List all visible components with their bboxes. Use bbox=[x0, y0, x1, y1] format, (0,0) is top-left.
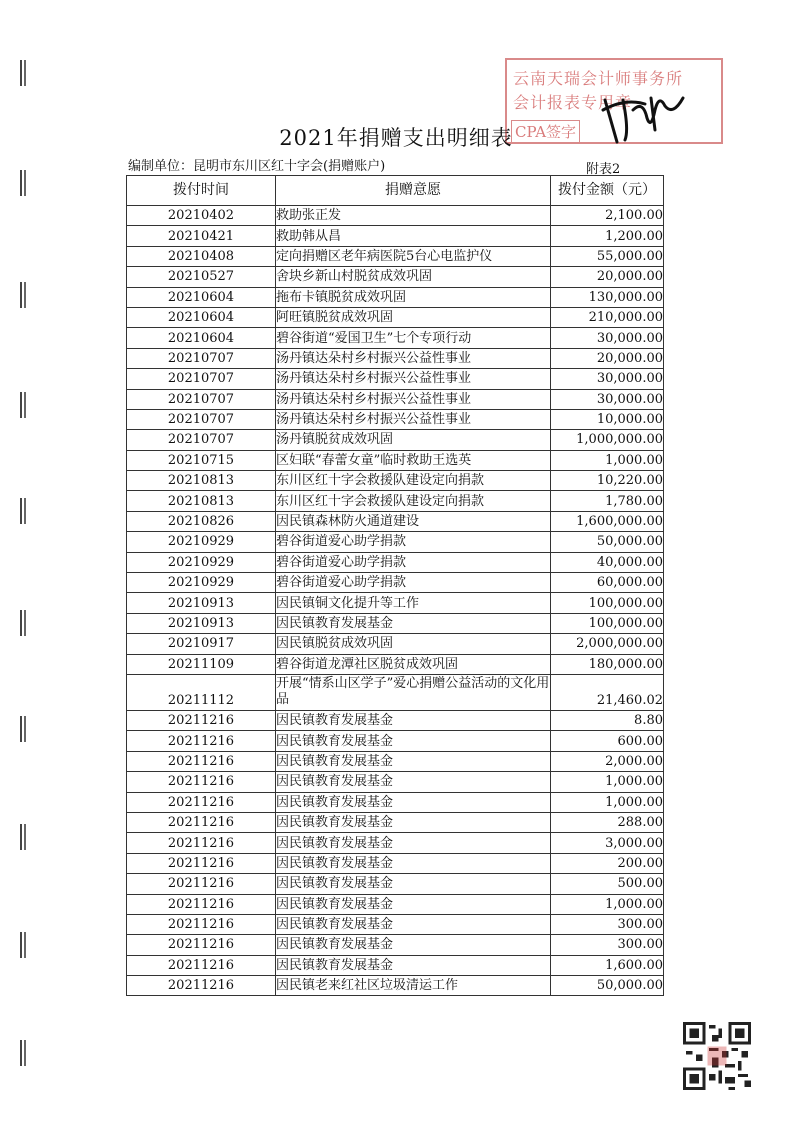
table-row bbox=[127, 955, 664, 975]
row-purpose: 因民镇教育发展基金 bbox=[276, 894, 551, 914]
table-row bbox=[127, 206, 664, 226]
row-amount: 1,000.00 bbox=[551, 772, 664, 792]
row-amount: 30,000.00 bbox=[551, 369, 664, 389]
row-amount: 21,460.02 bbox=[551, 674, 664, 710]
row-purpose: 定向捐赠区老年病医院5台心电监护仪 bbox=[276, 246, 551, 266]
row-date: 20210929 bbox=[127, 552, 276, 572]
table-row bbox=[127, 634, 664, 654]
row-purpose: 汤丹镇达朵村乡村振兴公益性事业 bbox=[276, 409, 551, 429]
row-amount: 2,000,000.00 bbox=[551, 634, 664, 654]
row-amount: 1,000,000.00 bbox=[551, 430, 664, 450]
table-row bbox=[127, 511, 664, 531]
binder-mark bbox=[20, 932, 26, 958]
row-purpose: 因民镇铜文化提升等工作 bbox=[276, 593, 551, 613]
stamp-line-2: 会计报表专用章 bbox=[513, 93, 633, 112]
row-purpose: 区妇联“春蕾女童”临时救助王选英 bbox=[276, 450, 551, 470]
table-row bbox=[127, 267, 664, 287]
row-date: 20211216 bbox=[127, 853, 276, 873]
table-row bbox=[127, 532, 664, 552]
binder-mark bbox=[20, 610, 26, 636]
row-date: 20210913 bbox=[127, 613, 276, 633]
row-purpose: 因民镇教育发展基金 bbox=[276, 874, 551, 894]
row-purpose: 救助韩从昌 bbox=[276, 226, 551, 246]
row-purpose: 因民镇教育发展基金 bbox=[276, 833, 551, 853]
row-amount: 50,000.00 bbox=[551, 532, 664, 552]
row-date: 20210707 bbox=[127, 348, 276, 368]
row-amount: 20,000.00 bbox=[551, 267, 664, 287]
stamp-line-3: CPA签字 bbox=[511, 120, 580, 143]
row-date: 20210402 bbox=[127, 206, 276, 226]
table-row bbox=[127, 552, 664, 572]
row-date: 20211216 bbox=[127, 751, 276, 771]
row-purpose: 东川区红十字会救援队建设定向捐款 bbox=[276, 491, 551, 511]
table-row bbox=[127, 226, 664, 246]
row-purpose: 开展“情系山区学子”爱心捐赠公益活动的文化用品 bbox=[276, 674, 551, 710]
table-row bbox=[127, 935, 664, 955]
row-amount: 50,000.00 bbox=[551, 976, 664, 996]
row-purpose: 因民镇老来红社区垃圾清运工作 bbox=[276, 976, 551, 996]
row-date: 20210604 bbox=[127, 287, 276, 307]
table-row bbox=[127, 674, 664, 710]
row-purpose: 因民镇教育发展基金 bbox=[276, 751, 551, 771]
row-date: 20211216 bbox=[127, 710, 276, 730]
row-amount: 500.00 bbox=[551, 874, 664, 894]
table-row bbox=[127, 976, 664, 996]
row-purpose: 因民镇教育发展基金 bbox=[276, 792, 551, 812]
row-purpose: 因民镇教育发展基金 bbox=[276, 935, 551, 955]
row-date: 20210421 bbox=[127, 226, 276, 246]
table-row bbox=[127, 491, 664, 511]
table-row bbox=[127, 471, 664, 491]
compiling-unit: 编制单位：昆明市东川区红十字会(捐赠账户) bbox=[128, 159, 386, 174]
row-amount: 2,000.00 bbox=[551, 751, 664, 771]
row-amount: 100,000.00 bbox=[551, 613, 664, 633]
row-amount: 1,200.00 bbox=[551, 226, 664, 246]
row-purpose: 因民镇教育发展基金 bbox=[276, 812, 551, 832]
row-purpose: 汤丹镇达朵村乡村振兴公益性事业 bbox=[276, 348, 551, 368]
row-date: 20210826 bbox=[127, 511, 276, 531]
binder-mark bbox=[20, 282, 26, 308]
table-row bbox=[127, 409, 664, 429]
row-date: 20210917 bbox=[127, 634, 276, 654]
row-date: 20210527 bbox=[127, 267, 276, 287]
row-amount: 1,600,000.00 bbox=[551, 511, 664, 531]
binder-mark bbox=[20, 716, 26, 742]
row-amount: 55,000.00 bbox=[551, 246, 664, 266]
row-amount: 300.00 bbox=[551, 914, 664, 934]
table-row bbox=[127, 792, 664, 812]
row-date: 20210408 bbox=[127, 246, 276, 266]
binder-mark bbox=[20, 824, 26, 850]
row-purpose: 因民镇脱贫成效巩固 bbox=[276, 634, 551, 654]
table-row bbox=[127, 246, 664, 266]
binder-mark bbox=[20, 498, 26, 524]
row-amount: 40,000.00 bbox=[551, 552, 664, 572]
table-row bbox=[127, 430, 664, 450]
table-row bbox=[127, 894, 664, 914]
row-purpose: 因民镇教育发展基金 bbox=[276, 613, 551, 633]
row-date: 20210707 bbox=[127, 369, 276, 389]
row-amount: 1,000.00 bbox=[551, 792, 664, 812]
row-amount: 600.00 bbox=[551, 731, 664, 751]
binder-mark bbox=[20, 1040, 26, 1066]
table-row bbox=[127, 593, 664, 613]
row-purpose: 东川区红十字会救援队建设定向捐款 bbox=[276, 471, 551, 491]
table-row bbox=[127, 389, 664, 409]
table-row bbox=[127, 369, 664, 389]
row-purpose: 拖布卡镇脱贫成效巩固 bbox=[276, 287, 551, 307]
row-purpose: 汤丹镇达朵村乡村振兴公益性事业 bbox=[276, 369, 551, 389]
row-date: 20211216 bbox=[127, 914, 276, 934]
row-purpose: 碧谷街道爱心助学捐款 bbox=[276, 552, 551, 572]
row-date: 20210913 bbox=[127, 593, 276, 613]
row-amount: 300.00 bbox=[551, 935, 664, 955]
row-purpose: 汤丹镇脱贫成效巩固 bbox=[276, 430, 551, 450]
table-row bbox=[127, 751, 664, 771]
annex-label: 附表2 bbox=[586, 162, 621, 177]
binder-mark bbox=[20, 60, 26, 86]
row-purpose: 舍块乡新山村脱贫成效巩固 bbox=[276, 267, 551, 287]
row-date: 20210604 bbox=[127, 307, 276, 327]
row-date: 20211216 bbox=[127, 894, 276, 914]
table-row bbox=[127, 772, 664, 792]
header-purpose: 捐赠意愿 bbox=[276, 176, 551, 206]
row-date: 20211216 bbox=[127, 772, 276, 792]
row-date: 20211109 bbox=[127, 654, 276, 674]
row-purpose: 因民镇教育发展基金 bbox=[276, 772, 551, 792]
row-purpose: 碧谷街道“爱国卫生”七个专项行动 bbox=[276, 328, 551, 348]
row-amount: 200.00 bbox=[551, 853, 664, 873]
qr-code bbox=[683, 1022, 751, 1090]
row-date: 20211112 bbox=[127, 674, 276, 710]
row-date: 20211216 bbox=[127, 976, 276, 996]
table-row bbox=[127, 307, 664, 327]
row-date: 20211216 bbox=[127, 731, 276, 751]
row-purpose: 因民镇教育发展基金 bbox=[276, 710, 551, 730]
row-date: 20210813 bbox=[127, 471, 276, 491]
row-amount: 20,000.00 bbox=[551, 348, 664, 368]
row-amount: 8.80 bbox=[551, 710, 664, 730]
row-purpose: 因民镇教育发展基金 bbox=[276, 914, 551, 934]
row-date: 20211216 bbox=[127, 874, 276, 894]
table-row bbox=[127, 731, 664, 751]
row-purpose: 因民镇教育发展基金 bbox=[276, 955, 551, 975]
binder-mark bbox=[20, 392, 26, 418]
header-amount: 拨付金额（元） bbox=[551, 176, 664, 206]
row-amount: 30,000.00 bbox=[551, 328, 664, 348]
table-row bbox=[127, 812, 664, 832]
table-row bbox=[127, 874, 664, 894]
row-date: 20211216 bbox=[127, 812, 276, 832]
table-row bbox=[127, 328, 664, 348]
row-date: 20210707 bbox=[127, 409, 276, 429]
row-amount: 60,000.00 bbox=[551, 573, 664, 593]
row-amount: 2,100.00 bbox=[551, 206, 664, 226]
table-row bbox=[127, 450, 664, 470]
row-amount: 1,780.00 bbox=[551, 491, 664, 511]
row-purpose: 碧谷街道龙潭社区脱贫成效巩固 bbox=[276, 654, 551, 674]
row-amount: 10,000.00 bbox=[551, 409, 664, 429]
row-date: 20211216 bbox=[127, 955, 276, 975]
table-row bbox=[127, 287, 664, 307]
row-amount: 1,000.00 bbox=[551, 894, 664, 914]
row-amount: 100,000.00 bbox=[551, 593, 664, 613]
row-amount: 30,000.00 bbox=[551, 389, 664, 409]
row-date: 20210604 bbox=[127, 328, 276, 348]
row-date: 20210707 bbox=[127, 389, 276, 409]
binder-mark bbox=[20, 170, 26, 196]
table-row bbox=[127, 710, 664, 730]
row-purpose: 汤丹镇达朵村乡村振兴公益性事业 bbox=[276, 389, 551, 409]
row-date: 20210929 bbox=[127, 532, 276, 552]
donation-expense-table bbox=[126, 175, 664, 996]
row-purpose: 阿旺镇脱贫成效巩固 bbox=[276, 307, 551, 327]
row-date: 20211216 bbox=[127, 935, 276, 955]
row-amount: 210,000.00 bbox=[551, 307, 664, 327]
document-title: 2021年捐赠支出明细表 bbox=[279, 126, 513, 150]
row-purpose: 碧谷街道爱心助学捐款 bbox=[276, 532, 551, 552]
row-purpose: 碧谷街道爱心助学捐款 bbox=[276, 573, 551, 593]
table-row bbox=[127, 914, 664, 934]
table-row bbox=[127, 573, 664, 593]
row-purpose: 因民镇教育发展基金 bbox=[276, 731, 551, 751]
row-date: 20211216 bbox=[127, 833, 276, 853]
table-header-row bbox=[127, 176, 664, 206]
row-purpose: 救助张正发 bbox=[276, 206, 551, 226]
row-amount: 180,000.00 bbox=[551, 654, 664, 674]
table-row bbox=[127, 613, 664, 633]
row-date: 20210929 bbox=[127, 573, 276, 593]
row-amount: 1,000.00 bbox=[551, 450, 664, 470]
header-date: 拨付时间 bbox=[127, 176, 276, 206]
row-date: 20210715 bbox=[127, 450, 276, 470]
row-purpose: 因民镇教育发展基金 bbox=[276, 853, 551, 873]
table-row bbox=[127, 348, 664, 368]
table-row bbox=[127, 833, 664, 853]
row-date: 20211216 bbox=[127, 792, 276, 812]
row-amount: 288.00 bbox=[551, 812, 664, 832]
stamp-line-1: 云南天瑞会计师事务所 bbox=[513, 69, 684, 88]
row-purpose: 因民镇森林防火通道建设 bbox=[276, 511, 551, 531]
row-amount: 1,600.00 bbox=[551, 955, 664, 975]
table-row bbox=[127, 654, 664, 674]
row-date: 20210813 bbox=[127, 491, 276, 511]
row-amount: 130,000.00 bbox=[551, 287, 664, 307]
table-row bbox=[127, 853, 664, 873]
row-amount: 10,220.00 bbox=[551, 471, 664, 491]
row-date: 20210707 bbox=[127, 430, 276, 450]
row-amount: 3,000.00 bbox=[551, 833, 664, 853]
